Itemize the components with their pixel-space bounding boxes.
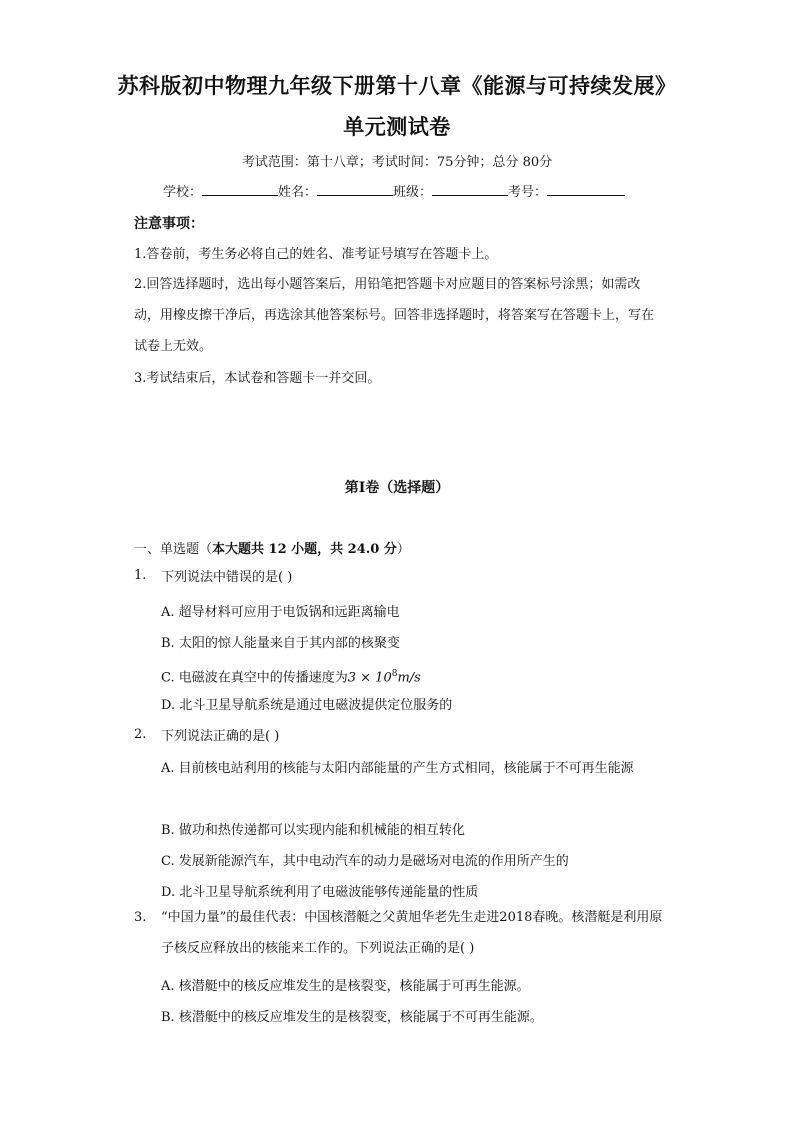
exam-no-blank (547, 183, 625, 196)
question-stem: 下列说法中错误的是( ) (161, 570, 293, 585)
student-info-row (163, 181, 625, 200)
question-number: 2. (134, 727, 147, 742)
section-title: 第Ⅰ卷（选择题） (344, 480, 450, 496)
q1-option-c-unit: m/s (397, 670, 421, 686)
q3-option-a: A. 核潜艇中的核反应堆发生的是核裂变，核能属于可再生能源。 (161, 979, 530, 994)
exam-no-label: 考号： (508, 185, 548, 200)
exam-title-line1: 苏科版初中物理九年级下册第十八章《能源与可持续发展》 (117, 73, 677, 98)
notice-item-3: 3.考试结束后，本试卷和答题卡一并交回。 (134, 371, 381, 386)
notice-heading: 注意事项： (134, 216, 204, 232)
notice-item-2: 2.回答选择题时，选出每小题答案后，用铅笔把答题卡对应题目的答案标号涂黑；如需改动，用橡皮擦干净后，再选涂其他答案标号。回答非选择题时，将答案写在答题卡上，写在试卷上无效。 (134, 277, 655, 354)
question-stem: “中国力量”的最佳代表：中国核潜艇之父黄旭华老先生走进2018春晚。核潜艇是利用原子核反应释放出的核能来工作的。下列说法正确的是( ) (161, 910, 663, 956)
name-blank (317, 183, 393, 196)
school-blank (202, 183, 278, 196)
q1-option-c (161, 659, 671, 693)
exam-meta: 考试范围：第十八章；考试时间：75分钟；总分 80分 (241, 155, 553, 170)
q1-option-c-text: C. 电磁波在真空中的传播速度为 (161, 670, 348, 686)
q2-option-a: A. 目前核电站利用的核能与太阳内部能量的产生方式相同，核能属于不可再生能源 (161, 761, 634, 776)
exam-title-line2: 单元测试卷 (343, 114, 451, 139)
question-type-suffix: ） (396, 542, 410, 557)
question-type-heading (134, 538, 410, 557)
notice-item-1: 1.答卷前，考生务必将自己的姓名、准考证号填写在答题卡上。 (134, 247, 498, 262)
q1-option-c-base: 3 × 10 (347, 670, 392, 686)
class-blank (432, 183, 508, 196)
question-type-detail: 本大题共 12 小题，共 24.0 分 (212, 542, 397, 557)
q1-option-c-exponent: 8 (391, 669, 398, 679)
question-number: 3. (134, 910, 147, 925)
q2-option-d: D. 北斗卫星导航系统利用了电磁波能够传递能量的性质 (161, 885, 479, 900)
school-label: 学校： (163, 185, 203, 200)
question-stem: 下列说法正确的是( ) (161, 729, 280, 744)
q3-option-b: B. 核潜艇中的核反应堆发生的是核裂变，核能属于不可再生能源。 (161, 1010, 543, 1025)
q1-option-d: D. 北斗卫星导航系统是通过电磁波提供定位服务的 (161, 698, 453, 713)
q2-option-b: B. 做功和热传递都可以实现内能和机械能的相互转化 (161, 823, 465, 838)
q2-option-c: C. 发展新能源汽车，其中电动汽车的动力是磁场对电流的作用所产生的 (161, 854, 569, 869)
class-label: 班级： (393, 185, 433, 200)
q1-option-a: A. 超导材料可应用于电饭锅和远距离输电 (161, 605, 400, 620)
question-type-prefix: 一、单选题（ (134, 542, 213, 557)
name-label: 姓名： (278, 185, 318, 200)
q1-option-b: B. 太阳的惊人能量来自于其内部的核聚变 (161, 636, 400, 651)
question-number: 1. (134, 568, 147, 583)
